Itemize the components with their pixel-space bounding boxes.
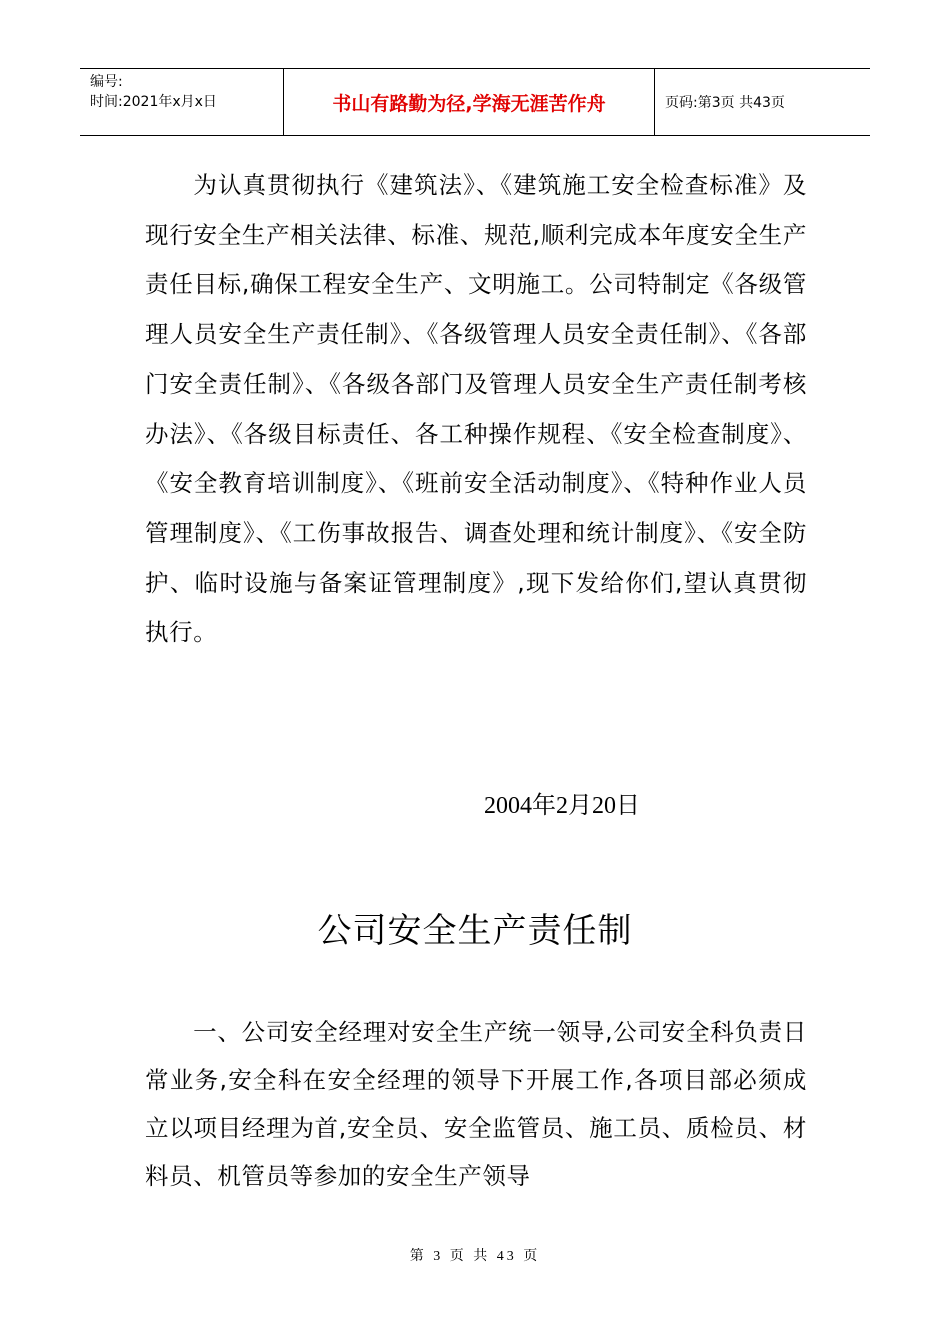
header-meta <box>80 69 283 135</box>
intro-paragraph <box>145 161 807 658</box>
signature-date: 2004年2月20日 <box>484 793 640 819</box>
header-motto: 书山有路勤为径,学海无涯苦作舟 <box>283 69 655 135</box>
page-header <box>80 68 870 136</box>
section-paragraph-text: 一、公司安全经理对安全生产统一领导,公司安全科负责日常业务,安全科在安全经理的领导下开展工作,各项目部必须成立以项目经理为首,安全员、安全监管员、施工员、质检员、材料员、机管员等参加的安全生产领导 <box>145 1018 807 1190</box>
section-paragraph <box>145 1008 807 1200</box>
intro-paragraph-text: 为认真贯彻执行《建筑法》、《建筑施工安全检查标准》及现行安全生产相关法律、标准、规范,顺利完成本年度安全生产责任目标,确保工程安全生产、文明施工。公司特制定《各级管理人员安全生产责任制》、《各级管理人员安全责任制》、《各部门安全责任制》、《各级各部门及管理人员安全生产责任制考核办法》、《各级目标责任、各工种操作规程、《安全检查制度》、《安全教育培训制度》、《班前安全活动制度》、《特种作业人员管理制度》、《工伤事故报告、调查处理和统计制度》、《安全防护、临时设施与备案证管理制度》,现下发给你们,望认真贯彻执行。 <box>145 171 807 647</box>
section-title: 公司安全生产责任制 <box>317 911 633 951</box>
header-page-info: 页码:第3页 共43页 <box>665 95 785 111</box>
page-footer: 第 3 页 共 43 页 <box>409 1249 541 1264</box>
document-time-label: 时间:2021年x月x日 <box>90 94 217 110</box>
document-number-label: 编号: <box>90 74 123 90</box>
